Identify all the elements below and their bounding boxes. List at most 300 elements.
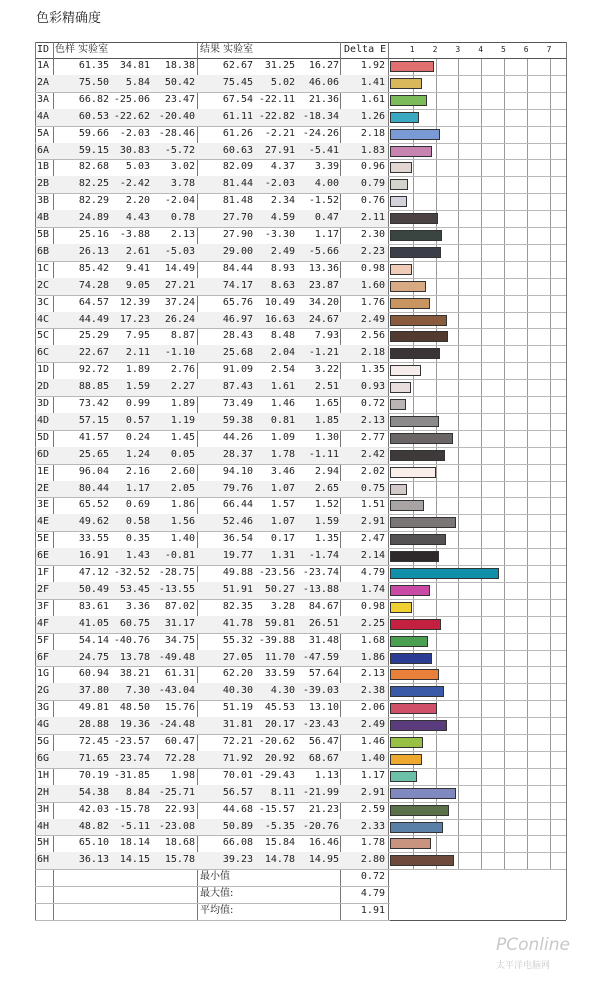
delta-e-bar [390, 720, 447, 731]
sample-value: 37.24 [164, 296, 195, 308]
result-value: 40.30 [222, 685, 253, 697]
sample-value: -2.03 [119, 127, 150, 139]
result-value: 25.68 [222, 347, 253, 359]
row-id: 3G [37, 702, 50, 714]
result-value: 84.67 [308, 600, 339, 612]
delta-e-value: 2.77 [360, 431, 385, 443]
delta-e-value: 2.49 [360, 313, 385, 325]
watermark-logo: PConline [496, 935, 570, 955]
row-id: 4B [37, 212, 50, 224]
result-value: 66.44 [222, 499, 253, 511]
sample-value: 41.05 [78, 617, 109, 629]
result-value: -39.03 [302, 685, 339, 697]
delta-e-value: 1.51 [360, 499, 385, 511]
result-value: -18.34 [302, 110, 339, 122]
result-value: 29.00 [222, 245, 253, 257]
sample-value: 50.42 [164, 76, 195, 88]
sample-value: -22.62 [113, 110, 150, 122]
result-value: 20.17 [264, 719, 295, 731]
result-value: -1.11 [308, 448, 339, 460]
result-value: 15.84 [264, 837, 295, 849]
result-value: 49.88 [222, 567, 253, 578]
delta-e-bar [390, 771, 417, 782]
delta-e-value: 1.46 [360, 736, 385, 747]
summary-value: 0.72 [360, 871, 385, 883]
sample-value: 0.99 [125, 398, 150, 409]
row-id: 5D [37, 431, 50, 443]
sample-value: 0.69 [125, 499, 150, 511]
row-id: 2E [37, 482, 50, 494]
sample-value: 2.61 [125, 245, 150, 257]
result-value: 1.07 [270, 482, 295, 494]
sample-value: 27.21 [164, 279, 195, 291]
delta-e-value: 0.98 [360, 262, 385, 274]
sample-value: -20.40 [158, 110, 195, 122]
result-value: 1.17 [314, 229, 339, 240]
delta-e-value: 1.86 [360, 651, 385, 663]
result-value: -47.59 [302, 651, 339, 663]
sample-value: 23.47 [164, 93, 195, 105]
tick-label: 6 [523, 45, 529, 54]
sample-value: 3.02 [170, 161, 195, 173]
delta-e-value: 0.79 [360, 178, 385, 190]
result-value: 87.43 [222, 381, 253, 393]
delta-e-value: 1.76 [360, 296, 385, 308]
sample-value: 26.24 [164, 313, 195, 325]
header-delta: Delta E [344, 44, 387, 55]
result-value: -29.43 [258, 769, 295, 781]
sample-value: 33.55 [78, 533, 109, 545]
delta-e-bar [390, 348, 440, 359]
sample-value: 18.38 [164, 60, 195, 71]
tick-label: 4 [478, 45, 484, 54]
summary-label: 最小值 [200, 871, 230, 883]
sample-value: 30.83 [119, 144, 150, 156]
result-value: -13.88 [302, 583, 339, 595]
result-value: 0.47 [314, 212, 339, 224]
sample-value: 60.94 [78, 668, 109, 680]
sample-value: 75.50 [78, 76, 109, 88]
result-value: 1.31 [270, 550, 295, 562]
delta-e-bar [390, 484, 407, 495]
result-value: -2.21 [264, 127, 295, 139]
sample-value: -31.85 [113, 769, 150, 781]
result-value: 91.09 [222, 364, 253, 376]
sample-value: 17.23 [119, 313, 150, 325]
sample-value: 41.57 [78, 431, 109, 443]
sample-value: 57.15 [78, 414, 109, 426]
sample-value: 2.60 [170, 465, 195, 477]
result-value: 51.19 [222, 702, 253, 714]
sample-value: -2.04 [164, 195, 195, 207]
summary-label: 最大值: [200, 888, 234, 900]
delta-e-bar [390, 365, 421, 376]
row-id: 5A [37, 127, 50, 139]
sample-value: 38.21 [119, 668, 150, 680]
sample-value: 1.17 [125, 482, 150, 494]
delta-e-value: 1.78 [360, 837, 385, 849]
delta-e-value: 2.38 [360, 685, 385, 697]
row-id: 4E [37, 516, 50, 528]
result-value: 16.63 [264, 313, 295, 325]
row-id: 6D [37, 448, 50, 460]
summary-line [35, 920, 390, 921]
delta-e-bar [390, 602, 412, 613]
sample-value: -28.46 [158, 127, 195, 139]
delta-e-bar [390, 95, 427, 106]
row-id: 2D [37, 381, 50, 393]
sample-value: 82.68 [78, 161, 109, 173]
sample-value: 14.15 [119, 854, 150, 866]
tick-label: 5 [501, 45, 506, 54]
delta-e-value: 2.13 [360, 414, 385, 426]
result-value: 70.01 [222, 769, 253, 781]
sample-value: 15.78 [164, 854, 195, 866]
row-id: 3E [37, 499, 50, 511]
row-id: 6A [37, 144, 50, 156]
result-value: 1.07 [270, 516, 295, 528]
sample-value: 36.13 [78, 854, 109, 866]
sample-value: 71.65 [78, 752, 109, 764]
result-value: -20.76 [302, 820, 339, 832]
sample-value: 9.41 [125, 262, 150, 274]
row-id: 1C [37, 262, 50, 274]
result-value: 23.87 [308, 279, 339, 291]
delta-e-bar [390, 805, 449, 816]
sample-value: 80.44 [78, 482, 109, 494]
sample-value: 1.89 [125, 364, 150, 376]
column-divider [566, 42, 567, 920]
row-id: 1G [37, 668, 50, 680]
result-value: 1.65 [314, 398, 339, 409]
result-value: -24.26 [302, 127, 339, 139]
sample-value: 82.29 [78, 195, 109, 207]
sample-value: 14.49 [164, 262, 195, 274]
row-line [35, 869, 566, 870]
sample-value: 25.65 [78, 448, 109, 460]
delta-e-bar [390, 669, 439, 680]
result-value: 4.59 [270, 212, 295, 224]
result-value: 7.93 [314, 330, 339, 342]
result-value: 33.59 [264, 668, 295, 680]
delta-e-value: 0.75 [360, 482, 385, 494]
sample-value: 2.20 [125, 195, 150, 207]
delta-e-value: 2.23 [360, 245, 385, 257]
result-value: -1.52 [308, 195, 339, 207]
sample-value: 22.93 [164, 803, 195, 815]
delta-e-value: 2.47 [360, 533, 385, 545]
sample-value: 64.57 [78, 296, 109, 308]
sample-value: 7.95 [125, 330, 150, 342]
delta-e-value: 2.33 [360, 820, 385, 832]
result-value: 3.39 [314, 161, 339, 173]
delta-e-bar [390, 568, 499, 579]
result-value: 28.37 [222, 448, 253, 460]
sample-value: 3.36 [125, 600, 150, 612]
delta-e-value: 1.83 [360, 144, 385, 156]
sample-value: 82.25 [78, 178, 109, 190]
delta-e-value: 2.80 [360, 854, 385, 866]
sample-value: 2.11 [125, 347, 150, 359]
page-title: 色彩精确度 [36, 11, 102, 26]
result-value: 14.95 [308, 854, 339, 866]
delta-e-bar [390, 686, 444, 697]
delta-e-bar [390, 585, 430, 596]
delta-e-value: 1.41 [360, 76, 385, 88]
row-id: 1B [37, 161, 50, 173]
result-value: 16.27 [308, 60, 339, 71]
row-id: 6G [37, 752, 50, 764]
result-value: 1.13 [314, 769, 339, 781]
result-value: -21.99 [302, 786, 339, 798]
delta-e-bar [390, 298, 430, 309]
row-id: 6F [37, 651, 50, 663]
result-value: 26.51 [308, 617, 339, 629]
row-id: 5B [37, 229, 50, 240]
sample-value: 31.17 [164, 617, 195, 629]
result-value: 2.04 [270, 347, 295, 359]
result-value: 59.81 [264, 617, 295, 629]
result-value: 1.85 [314, 414, 339, 426]
result-value: 4.30 [270, 685, 295, 697]
sample-value: 5.84 [125, 76, 150, 88]
row-id: 3C [37, 296, 50, 308]
sample-value: 88.85 [78, 381, 109, 393]
result-value: 1.61 [270, 381, 295, 393]
sample-value: 83.61 [78, 600, 109, 612]
result-value: 94.10 [222, 465, 253, 477]
delta-e-bar [390, 838, 431, 849]
sample-value: 73.42 [78, 398, 109, 409]
delta-e-value: 2.11 [360, 212, 385, 224]
delta-e-value: 4.79 [360, 567, 385, 578]
result-value: 72.21 [222, 736, 253, 747]
sample-value: 1.45 [170, 431, 195, 443]
result-value: 27.05 [222, 651, 253, 663]
result-value: 1.78 [270, 448, 295, 460]
sample-value: 8.87 [170, 330, 195, 342]
sample-value: 50.49 [78, 583, 109, 595]
result-value: -20.62 [258, 736, 295, 747]
result-value: 74.17 [222, 279, 253, 291]
sample-value: 23.74 [119, 752, 150, 764]
result-value: 52.46 [222, 516, 253, 528]
result-value: 11.70 [264, 651, 295, 663]
delta-e-bar [390, 653, 432, 664]
delta-e-value: 2.91 [360, 516, 385, 528]
delta-e-bar [390, 399, 406, 410]
row-id: 6C [37, 347, 50, 359]
result-value: 31.25 [264, 60, 295, 71]
sample-value: 60.47 [164, 736, 195, 747]
row-id: 5G [37, 736, 50, 747]
sample-value: 16.91 [78, 550, 109, 562]
sample-value: 1.59 [125, 381, 150, 393]
row-id: 3H [37, 803, 50, 815]
sample-value: -23.08 [158, 820, 195, 832]
table-border-top [35, 42, 566, 43]
result-value: 0.17 [270, 533, 295, 545]
row-id: 2H [37, 786, 50, 798]
delta-e-value: 1.74 [360, 583, 385, 595]
sample-value: 0.35 [125, 533, 150, 545]
sample-value: -32.52 [113, 567, 150, 578]
sample-value: 1.43 [125, 550, 150, 562]
result-value: 65.76 [222, 296, 253, 308]
sample-value: 59.15 [78, 144, 109, 156]
result-value: 2.65 [314, 482, 339, 494]
sample-value: 1.98 [170, 769, 195, 781]
delta-e-value: 1.61 [360, 93, 385, 105]
sample-value: 61.35 [78, 60, 109, 71]
result-value: 61.26 [222, 127, 253, 139]
delta-e-bar [390, 78, 422, 89]
sample-value: 18.14 [119, 837, 150, 849]
result-value: 36.54 [222, 533, 253, 545]
result-value: 81.48 [222, 195, 253, 207]
sample-value: 34.81 [119, 60, 150, 71]
delta-e-bar [390, 534, 446, 545]
sample-value: 25.29 [78, 330, 109, 342]
sample-value: 18.68 [164, 837, 195, 849]
row-id: 2A [37, 76, 50, 88]
sample-value: 2.16 [125, 465, 150, 477]
sample-value: 7.30 [125, 685, 150, 697]
delta-e-value: 2.06 [360, 702, 385, 714]
sample-value: 92.72 [78, 364, 109, 376]
delta-e-bar [390, 450, 445, 461]
result-value: 68.67 [308, 752, 339, 764]
sample-value: 60.75 [119, 617, 150, 629]
delta-e-bar [390, 196, 407, 207]
sample-value: -49.48 [158, 651, 195, 663]
delta-e-value: 1.35 [360, 364, 385, 376]
result-value: 61.11 [222, 110, 253, 122]
sample-value: 59.66 [78, 127, 109, 139]
row-id: 5E [37, 533, 50, 545]
result-value: 50.27 [264, 583, 295, 595]
sample-value: -43.04 [158, 685, 195, 697]
delta-e-value: 2.59 [360, 803, 385, 815]
result-value: 46.06 [308, 76, 339, 88]
result-value: -22.82 [258, 110, 295, 122]
delta-e-value: 2.49 [360, 719, 385, 731]
sample-value: -25.71 [158, 786, 195, 798]
row-id: 5C [37, 330, 50, 342]
sample-value: 96.04 [78, 465, 109, 477]
delta-e-value: 2.30 [360, 229, 385, 240]
delta-e-bar [390, 331, 448, 342]
sample-value: 37.80 [78, 685, 109, 697]
result-value: 56.57 [222, 786, 253, 798]
row-id: 1E [37, 465, 50, 477]
row-id: 5F [37, 634, 50, 646]
delta-e-bar [390, 230, 442, 241]
sample-value: 70.19 [78, 769, 109, 781]
result-value: 13.36 [308, 262, 339, 274]
result-value: 71.92 [222, 752, 253, 764]
delta-e-value: 2.18 [360, 347, 385, 359]
row-id: 6H [37, 854, 50, 866]
row-id: 4D [37, 414, 50, 426]
result-value: -23.56 [258, 567, 295, 578]
sample-value: 60.53 [78, 110, 109, 122]
delta-e-bar [390, 467, 436, 478]
result-value: 62.67 [222, 60, 253, 71]
result-value: -23.43 [302, 719, 339, 731]
delta-e-bar [390, 636, 428, 647]
result-value: 10.49 [264, 296, 295, 308]
sample-value: 0.58 [125, 516, 150, 528]
result-value: 13.10 [308, 702, 339, 714]
result-value: 34.20 [308, 296, 339, 308]
result-value: 14.78 [264, 854, 295, 866]
sample-value: -2.42 [119, 178, 150, 190]
sample-value: 2.13 [170, 229, 195, 240]
result-value: 51.91 [222, 583, 253, 595]
sample-value: 87.02 [164, 600, 195, 612]
sample-value: 0.24 [125, 431, 150, 443]
result-value: 44.26 [222, 431, 253, 443]
sample-value: 28.88 [78, 719, 109, 731]
row-id: 6B [37, 245, 50, 257]
result-value: 2.51 [314, 381, 339, 393]
tick-label: 3 [455, 45, 461, 54]
sample-value: 34.75 [164, 634, 195, 646]
delta-e-bar [390, 788, 456, 799]
result-value: 41.78 [222, 617, 253, 629]
delta-e-bar [390, 416, 439, 427]
result-value: 8.93 [270, 262, 295, 274]
summary-value: 1.91 [360, 905, 385, 916]
delta-e-value: 1.68 [360, 634, 385, 646]
sample-value: 72.45 [78, 736, 109, 747]
result-value: -15.57 [258, 803, 295, 815]
delta-e-bar [390, 703, 437, 714]
delta-e-value: 2.91 [360, 786, 385, 798]
delta-e-value: 2.25 [360, 617, 385, 629]
sample-value: 24.89 [78, 212, 109, 224]
sample-value: 2.27 [170, 381, 195, 393]
delta-e-bar [390, 213, 438, 224]
sample-value: 54.14 [78, 634, 109, 646]
delta-e-value: 1.26 [360, 110, 385, 122]
row-id: 3A [37, 93, 50, 105]
result-value: 1.52 [314, 499, 339, 511]
delta-e-value: 2.14 [360, 550, 385, 562]
sample-value: 0.78 [170, 212, 195, 224]
result-value: 44.68 [222, 803, 253, 815]
sample-value: 1.24 [125, 448, 150, 460]
row-id: 1F [37, 567, 50, 578]
delta-e-value: 0.72 [360, 398, 385, 409]
sample-value: -23.57 [113, 736, 150, 747]
result-value: 55.32 [222, 634, 253, 646]
result-value: 3.28 [270, 600, 295, 612]
result-value: 45.53 [264, 702, 295, 714]
row-id: 2G [37, 685, 50, 697]
sample-value: 8.84 [125, 786, 150, 798]
result-value: 2.34 [270, 195, 295, 207]
delta-e-bar [390, 500, 424, 511]
result-value: 50.89 [222, 820, 253, 832]
result-value: 57.64 [308, 668, 339, 680]
sample-value: -5.11 [119, 820, 150, 832]
result-value: 28.43 [222, 330, 253, 342]
result-value: 8.48 [270, 330, 295, 342]
header-result: 结果 实验室 [200, 44, 254, 55]
sample-value: 3.78 [170, 178, 195, 190]
